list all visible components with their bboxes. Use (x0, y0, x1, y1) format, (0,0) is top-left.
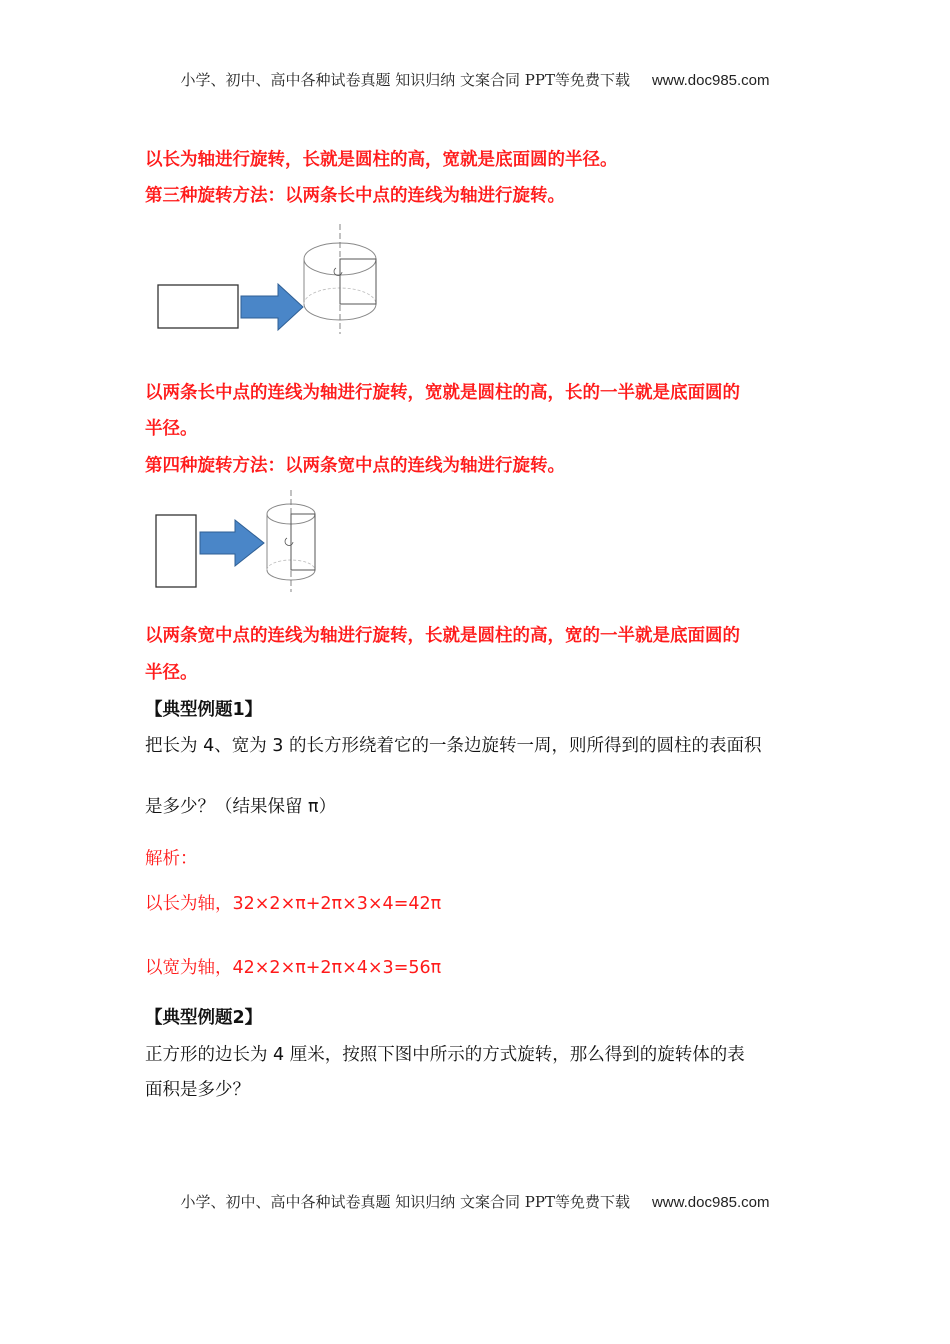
method-three-description-line1: 以两条长中点的连线为轴进行旋转，宽就是圆柱的高，长的一半就是底面圆的 (145, 383, 740, 403)
rotation-arrow (200, 520, 264, 566)
example-one-title: 【典型例题1】 (145, 700, 263, 720)
method-three-heading: 第三种旋转方法：以两条长中点的连线为轴进行旋转。 (145, 186, 565, 206)
footer-site: www.doc985.com (651, 1194, 770, 1211)
cylinder-shape (267, 490, 315, 592)
source-rectangle (156, 515, 196, 587)
header-site: www.doc985.com (651, 72, 770, 89)
footer-text: 小学、初中、高中各种试卷真题 知识归纳 文案合同 PPT等免费下载 (180, 1193, 630, 1211)
analysis-length-axis: 以长为轴，32×2×π+2π×3×4=42π (145, 894, 442, 914)
example-two-question-line1: 正方形的边长为 4 厘米，按照下图中所示的方式旋转，那么得到的旋转体的表 (145, 1045, 745, 1065)
axis-length-description: 以长为轴进行旋转，长就是圆柱的高，宽就是底面圆的半径。 (145, 150, 618, 170)
page-header (0, 69, 950, 90)
example-two-title: 【典型例题2】 (145, 1008, 263, 1028)
method-four-figure (150, 490, 330, 595)
example-two-question-line2: 面积是多少？ (145, 1080, 250, 1100)
method-four-description-line2: 半径。 (145, 663, 198, 683)
page-footer (0, 1191, 950, 1212)
source-rectangle (158, 285, 238, 328)
analysis-label: 解析： (145, 849, 198, 869)
cylinder-shape (304, 224, 376, 334)
analysis-width-axis: 以宽为轴，42×2×π+2π×4×3=56π (145, 958, 442, 978)
rotation-arrow (241, 284, 303, 330)
method-four-heading: 第四种旋转方法：以两条宽中点的连线为轴进行旋转。 (145, 456, 565, 476)
example-one-question-line1: 把长为 4、宽为 3 的长方形绕着它的一条边旋转一周，则所得到的圆柱的表面积 (145, 736, 762, 756)
method-three-figure (150, 222, 390, 337)
example-one-question-line2: 是多少？（结果保留 π） (145, 797, 337, 817)
header-text: 小学、初中、高中各种试卷真题 知识归纳 文案合同 PPT等免费下载 (180, 71, 630, 89)
method-three-description-line2: 半径。 (145, 419, 198, 439)
method-four-description-line1: 以两条宽中点的连线为轴进行旋转，长就是圆柱的高，宽的一半就是底面圆的 (145, 626, 740, 646)
